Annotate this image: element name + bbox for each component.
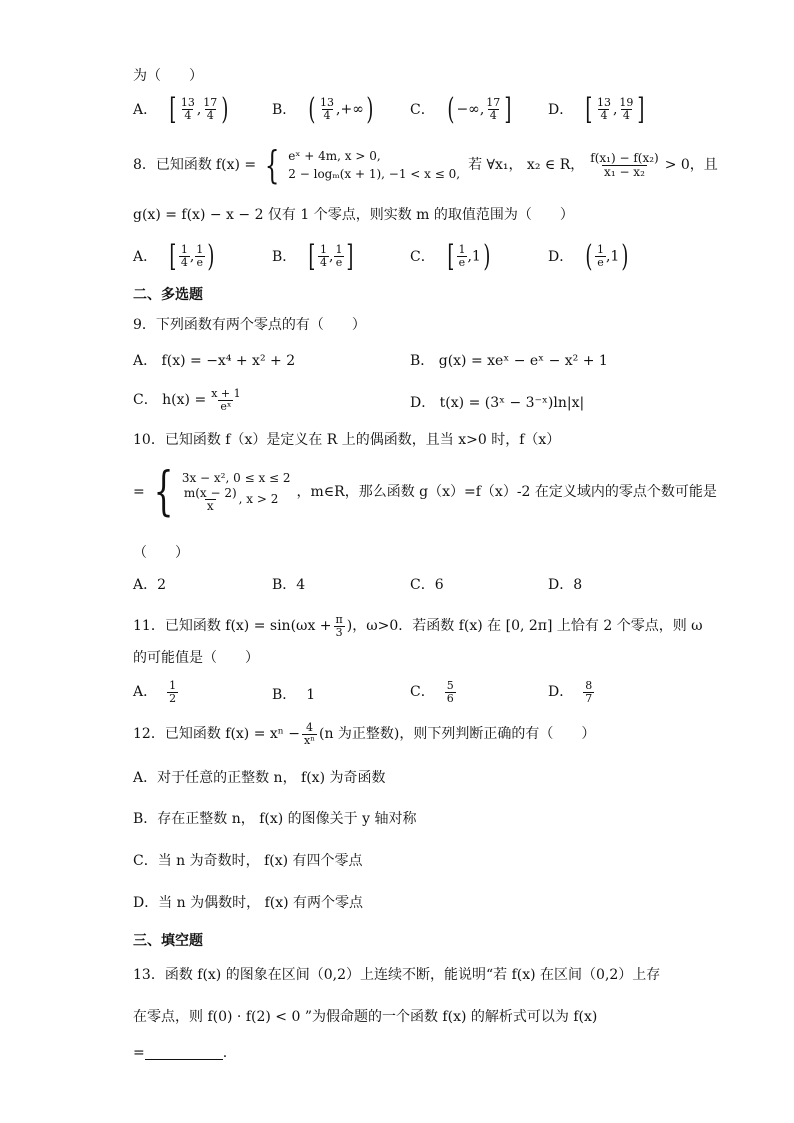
q10-piecewise: = { 3x − x², 0 ≤ x ≤ 2 $\frac{m(x - 2)}{x}$ , x > 2 ，m∈R，那么函数 g（x）=f（x）-2 在定义域内的零点个数可能是 — [133, 462, 717, 522]
q7-option-a[interactable]: A． [ $\frac{13}{4}$ , $\frac{17}{4}$ ) — [133, 92, 229, 127]
q9-option-d[interactable]: D． t(x) = (3ˣ − 3⁻ˣ)ln|x| — [410, 395, 585, 411]
q7-option-b[interactable]: B． ( $\frac{13}{4}$ ,+∞) — [272, 92, 374, 127]
q8-option-a[interactable]: A． [ $\frac{1}{4}$ , $\frac{1}{e}$ ) — [133, 239, 215, 274]
q10-option-a[interactable]: A．2 — [133, 577, 167, 593]
q8-option-b[interactable]: B． [ $\frac{1}{4}$ , $\frac{1}{e}$ ] — [272, 239, 354, 274]
q12-option-b[interactable]: B．存在正整数 n， f(x) 的图像关于 y 轴对称 — [133, 811, 417, 827]
q11-option-c[interactable]: C． $\frac{5}{6}$ — [410, 679, 454, 705]
q11-option-a[interactable]: A． $\frac{1}{2}$ — [133, 679, 177, 705]
q12-option-a[interactable]: A．对于任意的正整数 n， f(x) 为奇函数 — [133, 770, 386, 786]
q9-option-c[interactable]: C． h(x) = $\frac{x + 1}{\text{eˣ}}$ — [133, 387, 241, 413]
q7-option-d[interactable]: D． [ $\frac{13}{4}$ , $\frac{19}{4}$ ] — [548, 92, 645, 127]
q13-line1: 13．函数 f(x) 的图象在区间（0,2）上连续不断，能说明“若 f(x) 在区间（0,2）上存 — [133, 967, 661, 983]
q8-stem: 8．已知函数 f(x) = { eˣ + 4m, x > 0, 2 − logₘ(x + 1), −1 < x ≤ 0, 若 ∀x₁， x₂ ∈ R， $\frac{\text{f(x₁) − f(x₂)}}{\text{x₁ − x₂}}$ > 0，且 — [133, 143, 718, 187]
q9-option-a[interactable]: A． f(x) = −x⁴ + x² + 2 — [133, 353, 296, 369]
q12-option-d[interactable]: D．当 n 为偶数时， f(x) 有两个零点 — [133, 895, 364, 911]
q8-option-d[interactable]: D． ( $\frac{1}{e}$ ,1) — [548, 239, 629, 274]
q10-option-d[interactable]: D．8 — [548, 577, 583, 593]
q12-stem: 12．已知函数 f(x) = xⁿ − $\frac{4}{\text{xⁿ}}$ (n 为正整数)，则下列判断正确的有（ ） — [133, 721, 596, 747]
q10-line1: 10．已知函数 f（x）是定义在 R 上的偶函数，且当 x>0 时，f（x） — [133, 432, 561, 448]
q13-line2: 在零点，则 f(0) · f(2) < 0 ”为假命题的一个函数 f(x) 的解析式可以为 f(x) — [133, 1009, 598, 1025]
q10-line3: （ ） — [133, 545, 189, 561]
q10-option-c[interactable]: C．6 — [410, 577, 444, 593]
q11-line1: 11．已知函数 f(x) = sin(ωx + $\frac{\pi}{3}$ )，ω>0．若函数 f(x) 在 [0, 2π] 上恰有 2 个零点，则 ω — [133, 613, 703, 639]
section-heading-multiple-choice: 二、多选题 — [133, 287, 203, 303]
q10-option-b[interactable]: B．4 — [272, 577, 306, 593]
q12-option-c[interactable]: C．当 n 为奇数时， f(x) 有四个零点 — [133, 853, 363, 869]
q8-option-c[interactable]: C． [ $\frac{1}{e}$ ,1) — [410, 239, 491, 274]
q13-line3: = . — [133, 1045, 228, 1061]
q11-line2: 的可能值是（ ） — [133, 650, 259, 666]
q9-option-b[interactable]: B． g(x) = xeˣ − eˣ − x² + 1 — [410, 353, 608, 369]
section-heading-fill-in: 三、填空题 — [133, 933, 203, 949]
q13-answer-blank[interactable] — [145, 1047, 223, 1060]
q7-option-c[interactable]: C． ( −∞, $\frac{17}{4}$ ] — [410, 92, 512, 127]
q9-stem: 9．下列函数有两个零点的有（ ） — [133, 317, 366, 333]
q7-tail: 为（ ） — [133, 68, 203, 84]
q11-option-d[interactable]: D． $\frac{8}{7}$ — [548, 679, 593, 705]
q8-line2: g(x) = f(x) − x − 2 仅有 1 个零点，则实数 m 的取值范围为（ ） — [133, 207, 574, 223]
q11-option-b[interactable]: B． 1 — [272, 687, 316, 703]
